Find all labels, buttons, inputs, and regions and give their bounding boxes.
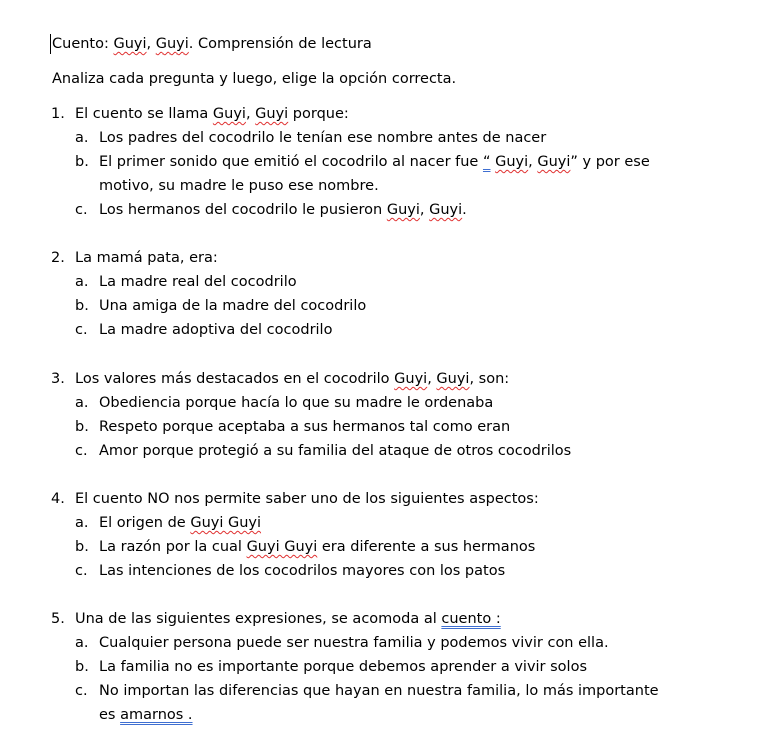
option-text: La razón por la cual Guyi Guyi era diferente a sus hermanos [99,539,536,555]
option-letter: b. [75,659,89,675]
option-letter: a. [75,395,89,411]
option-text: El origen de Guyi Guyi [99,515,262,531]
title-word-guyi-1: Guyi [113,36,147,52]
document-title [52,34,372,54]
option-letter: a. [75,130,89,146]
word-guyi: Guyi [255,106,289,122]
option-text: El primer sonido que emitió el cocodrilo al nacer fue “ Guyi, Guyi” y por ese [99,154,650,170]
option-text: La madre real del cocodrilo [99,274,297,290]
word-guyi: Guyi [495,154,529,170]
question-number: 3. [51,371,65,387]
word-guyi-guyi: Guyi Guyi [246,539,318,555]
question-text: El cuento NO nos permite saber uno de los siguientes aspectos: [75,491,539,507]
grammar-mark: amarnos . [120,707,193,723]
text-cursor [50,34,51,54]
word-guyi: Guyi [537,154,571,170]
option-letter: c. [75,202,88,218]
option-letter: b. [75,154,89,170]
word-guyi: Guyi [212,106,246,122]
question-number: 4. [51,491,65,507]
option-text: Los padres del cocodrilo le tenían ese nombre antes de nacer [99,130,547,146]
word-guyi: Guyi [429,202,463,218]
title-separator: , [146,36,156,52]
grammar-mark: “ [482,154,491,170]
question-number: 5. [51,611,65,627]
instructions: Analiza cada pregunta y luego, elige la opción correcta. [52,71,457,87]
option-text: No importan las diferencias que hayan en nuestra familia, lo más importante [99,683,659,699]
option-text: Una amiga de la madre del cocodrilo [99,298,367,314]
question-text: La mamá pata, era: [75,250,218,266]
question-number: 1. [51,106,65,122]
title-word-guyi-2: Guyi [155,36,189,52]
option-text: Cualquier persona puede ser nuestra familia y podemos vivir con ella. [99,635,609,651]
option-text: Amor porque protegió a su familia del ataque de otros cocodrilos [99,443,572,459]
option-letter: a. [75,515,89,531]
option-text: Respeto porque aceptaba a sus hermanos tal como eran [99,419,511,435]
title-rest: . Comprensión de lectura [188,36,372,52]
option-letter: b. [75,419,89,435]
word-guyi: Guyi [386,202,420,218]
option-text: La madre adoptiva del cocodrilo [99,322,333,338]
option-letter: b. [75,298,89,314]
question-text: Los valores más destacados en el cocodrilo Guyi, Guyi, son: [75,371,510,387]
option-letter: a. [75,635,89,651]
option-text: Las intenciones de los cocodrilos mayores con los patos [99,563,506,579]
option-letter: c. [75,443,88,459]
option-letter: c. [75,322,88,338]
option-letter: c. [75,563,88,579]
option-text: La familia no es importante porque debemos aprender a vivir solos [99,659,588,675]
option-letter: a. [75,274,89,290]
grammar-mark: cuento : [441,611,501,627]
option-1b-continued: motivo, su madre le puso ese nombre. [99,178,379,194]
question-text: El cuento se llama Guyi, Guyi porque: [75,106,349,122]
option-letter: b. [75,539,89,555]
question-number: 2. [51,250,65,266]
option-text: Los hermanos del cocodrilo le pusieron Guyi, Guyi. [99,202,467,218]
option-5c-continued: es amarnos . [99,707,193,723]
word-guyi: Guyi [436,371,470,387]
word-guyi: Guyi [394,371,428,387]
option-text: Obediencia porque hacía lo que su madre le ordenaba [99,395,494,411]
question-text: Una de las siguientes expresiones, se acomoda al cuento : [75,611,501,627]
title-prefix: Cuento: [52,36,114,52]
word-guyi-guyi: Guyi Guyi [190,515,262,531]
option-letter: c. [75,683,88,699]
